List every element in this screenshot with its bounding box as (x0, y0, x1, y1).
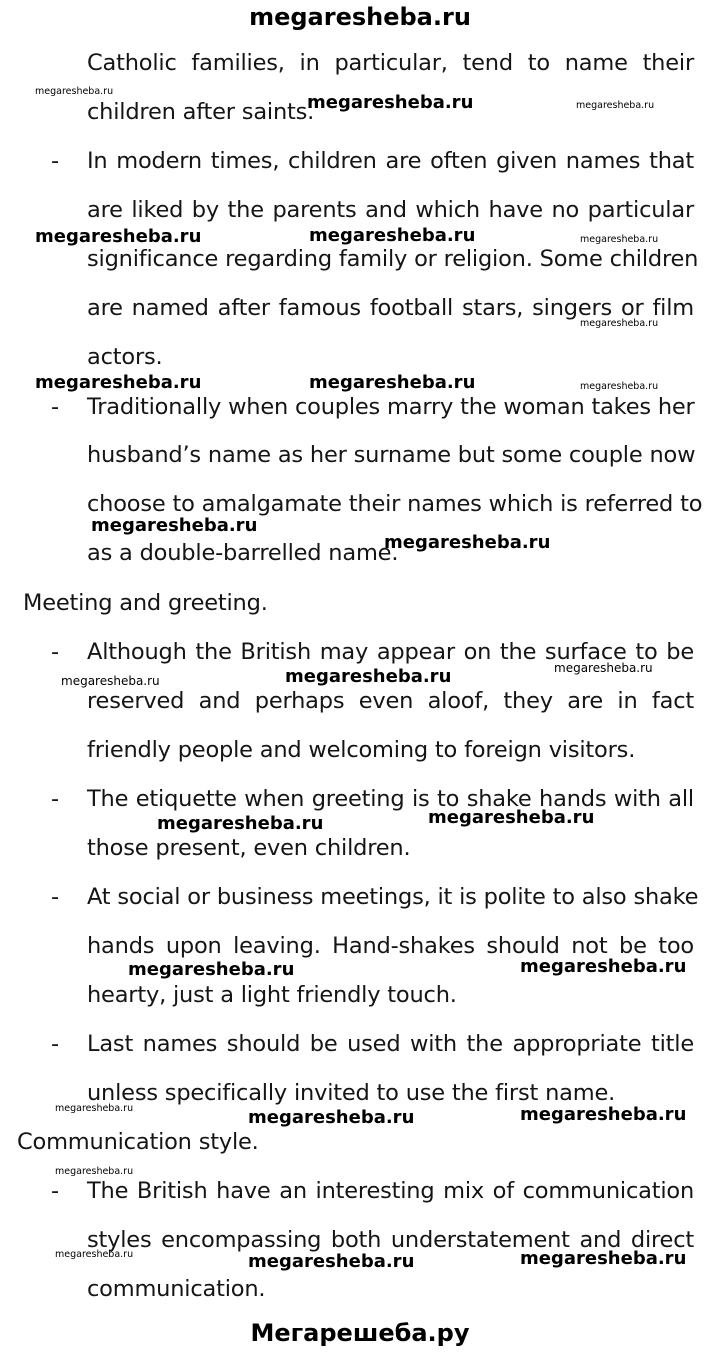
watermark: megaresheba.ru (554, 661, 653, 675)
text-line: reserved and perhaps even aloof, they are in fact (87, 688, 694, 714)
text-line: as a double-barrelled name. (87, 540, 399, 566)
text-line: friendly people and welcoming to foreign visitors. (87, 737, 636, 763)
text-line: are named after famous football stars, singers or film (87, 295, 694, 321)
watermark: megaresheba.ru (61, 674, 160, 688)
watermark: megaresheba.ru (248, 1251, 415, 1272)
text-line: choose to amalgamate their names which is referred to (87, 491, 703, 517)
text-line: Traditionally when couples marry the woman takes her (87, 394, 695, 420)
watermark: megaresheba.ru (157, 813, 324, 834)
site-header: megaresheba.ru (249, 3, 471, 31)
bullet-dash: - (51, 394, 60, 420)
text-line: are liked by the parents and which have no particular (87, 197, 694, 223)
watermark: megaresheba.ru (248, 1107, 415, 1128)
bullet-dash: - (51, 1178, 60, 1204)
text-line: Although the British may appear on the surface to be (87, 639, 694, 665)
watermark: megaresheba.ru (428, 807, 595, 828)
watermark: megaresheba.ru (580, 318, 659, 329)
text-line: In modern times, children are often given names that (87, 148, 694, 174)
site-footer: Мегарешеба.ру (250, 1319, 470, 1347)
watermark: megaresheba.ru (580, 234, 659, 245)
watermark: megaresheba.ru (128, 959, 295, 980)
watermark: megaresheba.ru (307, 92, 474, 113)
watermark: megaresheba.ru (91, 515, 258, 536)
text-line: children after saints. (87, 99, 315, 125)
text-line: actors. (87, 344, 163, 370)
text-line: those present, even children. (87, 835, 411, 861)
section-heading-meeting: Meeting and greeting. (23, 590, 268, 616)
text-line: significance regarding family or religion. Some children (87, 246, 699, 272)
text-line: At social or business meetings, it is polite to also shake (87, 884, 699, 910)
bullet-dash: - (51, 148, 60, 174)
watermark: megaresheba.ru (35, 372, 202, 393)
bullet-dash: - (51, 1031, 60, 1057)
watermark: megaresheba.ru (35, 86, 114, 97)
section-heading-communication: Communication style. (17, 1129, 259, 1155)
watermark: megaresheba.ru (384, 532, 551, 553)
text-line: styles encompassing both understatement and direct (87, 1227, 694, 1253)
watermark: megaresheba.ru (55, 1166, 134, 1177)
bullet-dash: - (51, 786, 60, 812)
watermark: megaresheba.ru (309, 225, 476, 246)
watermark: megaresheba.ru (55, 1103, 134, 1114)
watermark: megaresheba.ru (520, 1248, 687, 1269)
watermark: megaresheba.ru (580, 381, 659, 392)
text-line: communication. (87, 1276, 266, 1302)
watermark: megaresheba.ru (35, 226, 202, 247)
text-line: Catholic families, in particular, tend to name their (87, 50, 694, 76)
watermark: megaresheba.ru (520, 956, 687, 977)
text-line: The etiquette when greeting is to shake hands with all (87, 786, 694, 812)
bullet-dash: - (51, 884, 60, 910)
watermark: megaresheba.ru (520, 1104, 687, 1125)
text-line: hands upon leaving. Hand-shakes should not be too (87, 933, 694, 959)
text-line: unless specifically invited to use the first name. (87, 1080, 616, 1106)
text-line: husband’s name as her surname but some couple now (87, 442, 696, 468)
bullet-dash: - (51, 639, 60, 665)
watermark: megaresheba.ru (309, 372, 476, 393)
text-line: Last names should be used with the appropriate title (87, 1031, 694, 1057)
text-line: The British have an interesting mix of communication (87, 1178, 694, 1204)
watermark: megaresheba.ru (285, 666, 452, 687)
watermark: megaresheba.ru (55, 1249, 134, 1260)
text-line: hearty, just a light friendly touch. (87, 982, 457, 1008)
watermark: megaresheba.ru (576, 100, 655, 111)
